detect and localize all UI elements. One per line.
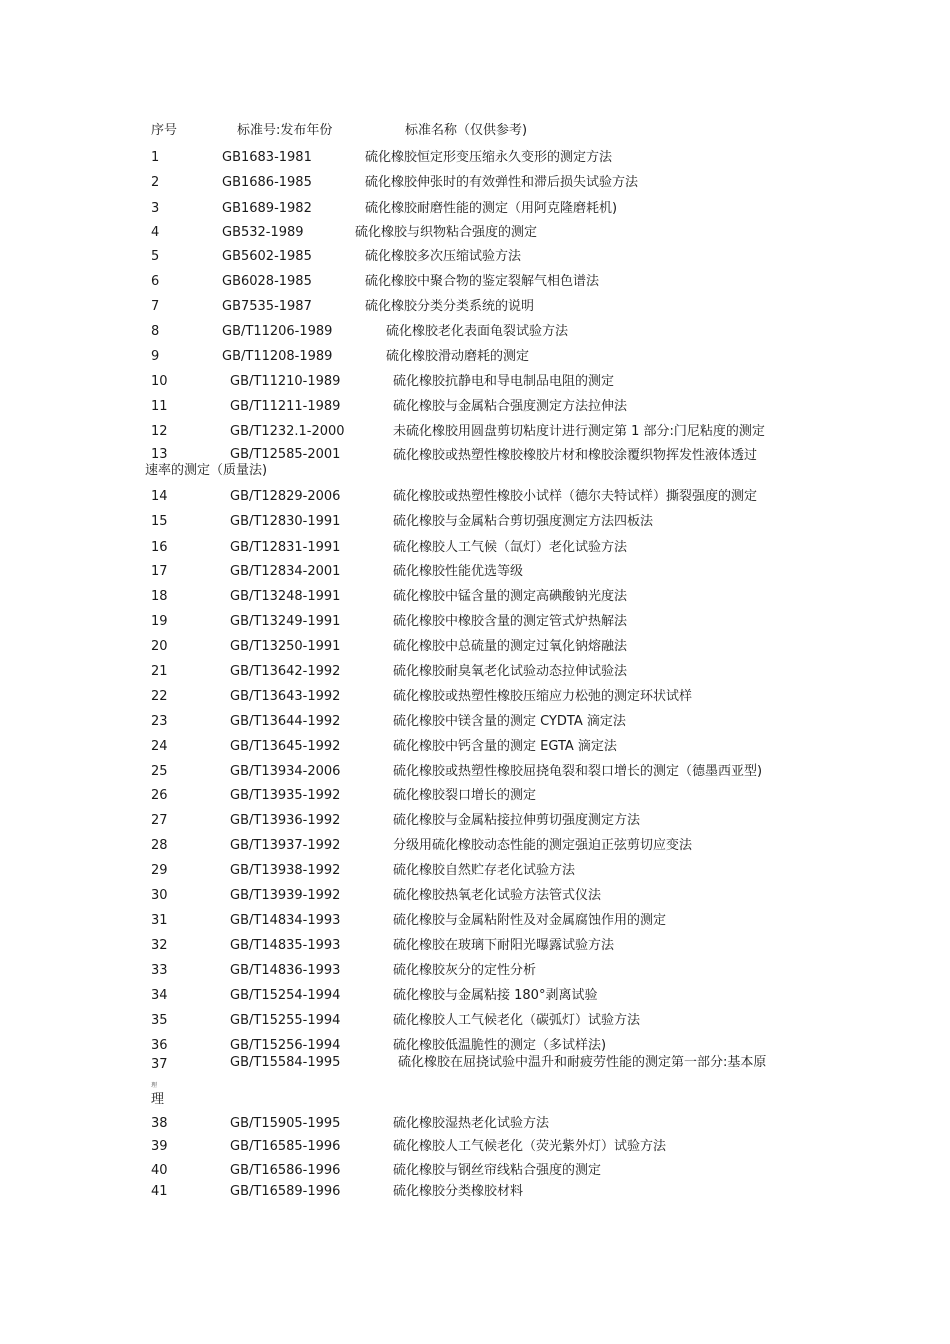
row-number: 25 <box>151 764 168 779</box>
table-row <box>0 837 950 855</box>
standard-name: 硫化橡胶中钙含量的测定 EGTA 滴定法 <box>393 739 617 754</box>
row-number: 35 <box>151 1013 168 1028</box>
header-name: 标准名称（仅供参考) <box>405 123 528 138</box>
table-row <box>0 563 950 581</box>
table-row <box>0 248 950 266</box>
row-number: 10 <box>151 374 168 389</box>
standard-code: GB532-1989 <box>222 225 304 240</box>
row-number: 11 <box>151 399 168 414</box>
table-row <box>0 638 950 656</box>
table-row <box>0 887 950 905</box>
table-row <box>0 1037 950 1055</box>
standard-code: GB/T11211-1989 <box>230 399 341 414</box>
row-number: 21 <box>151 664 168 679</box>
row-number: 19 <box>151 614 168 629</box>
table-row <box>0 298 950 316</box>
table-row <box>0 738 950 756</box>
row-number: 41 <box>151 1184 168 1199</box>
standard-name: 硫化橡胶湿热老化试验方法 <box>393 1116 550 1131</box>
row-number: 6 <box>151 274 160 289</box>
row-number: 14 <box>151 489 168 504</box>
row-number: 16 <box>151 540 168 555</box>
standard-name: 硫化橡胶在玻璃下耐阳光曝露试验方法 <box>393 938 615 953</box>
standard-code: GB/T12831-1991 <box>230 540 341 555</box>
table-row <box>0 513 950 531</box>
standard-code: GB/T12829-2006 <box>230 489 341 504</box>
row-number: 5 <box>151 249 160 264</box>
table-row <box>0 1012 950 1030</box>
table-row <box>0 763 950 781</box>
header-no: 序号 <box>151 123 178 138</box>
row-number: 29 <box>151 863 168 878</box>
standard-name: 硫化橡胶恒定形变压缩永久变形的测定方法 <box>365 150 613 165</box>
row-number: 18 <box>151 589 168 604</box>
table-row <box>0 1183 950 1201</box>
standard-name: 硫化橡胶与金属粘合强度测定方法拉伸法 <box>393 399 628 414</box>
standard-name: 硫化橡胶灰分的定性分析 <box>393 963 537 978</box>
standard-code: GB/T13938-1992 <box>230 863 341 878</box>
standard-name: 硫化橡胶分类橡胶材料 <box>393 1184 524 1199</box>
standard-code: GB7535-1987 <box>222 299 312 314</box>
table-row <box>0 539 950 557</box>
table-row <box>0 224 950 242</box>
standard-name: 硫化橡胶与金属粘附性及对金属腐蚀作用的测定 <box>393 913 667 928</box>
standard-name: 硫化橡胶与金属粘接拉伸剪切强度测定方法 <box>393 813 641 828</box>
standard-code: GB/T15256-1994 <box>230 1038 341 1053</box>
row-number: 12 <box>151 424 168 439</box>
row-number: 28 <box>151 838 168 853</box>
row-number: 27 <box>151 813 168 828</box>
standard-name: 硫化橡胶滑动磨耗的测定 <box>386 349 530 364</box>
standard-code: GB/T15255-1994 <box>230 1013 341 1028</box>
table-row <box>0 1056 950 1074</box>
row-number: 7 <box>151 299 160 314</box>
standard-code: GB/T12830-1991 <box>230 514 341 529</box>
standard-name: 分级用硫化橡胶动态性能的测定强迫正弦剪切应变法 <box>393 838 693 853</box>
standard-name: 硫化橡胶人工气候（氙灯）老化试验方法 <box>393 540 628 555</box>
standard-name: 硫化橡胶中镁含量的测定 CYDTA 滴定法 <box>393 714 626 729</box>
standard-code: GB/T15905-1995 <box>230 1116 341 1131</box>
row-number: 20 <box>151 639 168 654</box>
standard-name: 硫化橡胶伸张时的有效弹性和滞后损失试验方法 <box>365 175 639 190</box>
row-number: 37 <box>151 1057 168 1072</box>
row-number: 39 <box>151 1139 168 1154</box>
standard-code: GB/T13645-1992 <box>230 739 341 754</box>
row-number: 1 <box>151 150 160 165</box>
table-row <box>0 273 950 291</box>
row-number: 26 <box>151 788 168 803</box>
standard-code: GB/T16589-1996 <box>230 1184 341 1199</box>
table-row <box>0 174 950 192</box>
standard-name: 硫化橡胶或热塑性橡胶小试样（德尔夫特试样）撕裂强度的测定 <box>393 489 758 504</box>
standard-code: GB5602-1985 <box>222 249 312 264</box>
standard-code: GB/T13937-1992 <box>230 838 341 853</box>
standard-name: 硫化橡胶人工气候老化（荧光紫外灯）试验方法 <box>393 1139 667 1154</box>
standard-name-continuation: 速率的测定（质量法) <box>145 463 268 478</box>
table-row <box>0 398 950 416</box>
standard-name: 硫化橡胶性能优选等级 <box>393 564 524 579</box>
standard-code: GB/T13250-1991 <box>230 639 341 654</box>
standard-name: 硫化橡胶抗静电和导电制品电阻的测定 <box>393 374 615 389</box>
table-row <box>0 688 950 706</box>
standard-code: GB/T13248-1991 <box>230 589 341 604</box>
row-number: 38 <box>151 1116 168 1131</box>
row-number: 34 <box>151 988 168 1003</box>
standard-code: GB/T1232.1-2000 <box>230 424 345 439</box>
table-row <box>0 348 950 366</box>
table-row <box>0 937 950 955</box>
standard-code: GB/T13249-1991 <box>230 614 341 629</box>
table-row <box>0 1138 950 1156</box>
row-number: 24 <box>151 739 168 754</box>
table-row <box>0 446 950 464</box>
table-row <box>0 962 950 980</box>
table-row <box>0 588 950 606</box>
row-number: 33 <box>151 963 168 978</box>
standard-code: GB1686-1985 <box>222 175 312 190</box>
table-row <box>0 663 950 681</box>
standard-code: GB/T12834-2001 <box>230 564 341 579</box>
table-row <box>0 987 950 1005</box>
standard-code: GB/T11206-1989 <box>222 324 333 339</box>
standard-code: GB/T15254-1994 <box>230 988 341 1003</box>
standard-name: 硫化橡胶老化表面龟裂试验方法 <box>386 324 569 339</box>
standard-name: 硫化橡胶耐臭氧老化试验动态拉伸试验法 <box>393 664 628 679</box>
standard-name: 硫化橡胶热氧老化试验方法管式仪法 <box>393 888 602 903</box>
standard-code: GB/T16585-1996 <box>230 1139 341 1154</box>
standard-code: GB/T13642-1992 <box>230 664 341 679</box>
row-number: 15 <box>151 514 168 529</box>
standard-name: 硫化橡胶与金属粘接 180°剥离试验 <box>393 988 598 1003</box>
row-number: 23 <box>151 714 168 729</box>
standard-name-continuation: 理 <box>151 1092 165 1107</box>
standard-name: 硫化橡胶与金属粘合剪切强度测定方法四板法 <box>393 514 654 529</box>
standard-code: GB/T11210-1989 <box>230 374 341 389</box>
standard-name: 硫化橡胶或热塑性橡胶橡胶片材和橡胶涂覆织物挥发性液体透过 <box>393 448 758 463</box>
table-header <box>0 122 950 140</box>
table-row <box>0 713 950 731</box>
standard-name: 硫化橡胶与钢丝帘线粘合强度的测定 <box>393 1163 602 1178</box>
row-number: 8 <box>151 324 160 339</box>
standard-code: GB6028-1985 <box>222 274 312 289</box>
standard-name: 硫化橡胶裂口增长的测定 <box>393 788 537 803</box>
standard-name: 硫化橡胶或热塑性橡胶屈挠龟裂和裂口增长的测定（德墨西亚型) <box>393 764 763 779</box>
standard-name: 硫化橡胶分类分类系统的说明 <box>365 299 535 314</box>
standard-name: 硫化橡胶人工气候老化（碳弧灯）试验方法 <box>393 1013 641 1028</box>
standard-name: 硫化橡胶低温脆性的测定（多试样法) <box>393 1038 607 1053</box>
standard-name: 硫化橡胶或热塑性橡胶压缩应力松弛的测定环状试样 <box>393 689 693 704</box>
table-row <box>0 862 950 880</box>
standard-code: GB/T13644-1992 <box>230 714 341 729</box>
table-row <box>0 149 950 167</box>
standard-code: GB/T16586-1996 <box>230 1163 341 1178</box>
standard-name: 硫化橡胶耐磨性能的测定（用阿克隆磨耗机) <box>365 201 618 216</box>
row-number: 9 <box>151 349 160 364</box>
table-row <box>0 787 950 805</box>
row-number: 3 <box>151 201 160 216</box>
standard-code: GB1689-1982 <box>222 201 312 216</box>
row-number: 30 <box>151 888 168 903</box>
row-number: 17 <box>151 564 168 579</box>
table-row <box>0 1162 950 1180</box>
standard-name-fragment: 理 <box>151 1082 158 1089</box>
standard-code: GB/T15584-1995 <box>230 1055 341 1070</box>
standard-code: GB/T12585-2001 <box>230 447 341 462</box>
table-row <box>0 323 950 341</box>
standard-code: GB/T13939-1992 <box>230 888 341 903</box>
header-code: 标准号:发布年份 <box>237 123 333 138</box>
row-number: 40 <box>151 1163 168 1178</box>
standard-code: GB/T11208-1989 <box>222 349 333 364</box>
standard-code: GB/T14834-1993 <box>230 913 341 928</box>
standard-name: 硫化橡胶在屈挠试验中温升和耐疲劳性能的测定第一部分:基本原 <box>398 1055 767 1070</box>
standard-code: GB/T14835-1993 <box>230 938 341 953</box>
standard-name: 硫化橡胶多次压缩试验方法 <box>365 249 522 264</box>
standard-code: GB/T13936-1992 <box>230 813 341 828</box>
table-row <box>0 912 950 930</box>
table-row <box>0 200 950 218</box>
row-number: 36 <box>151 1038 168 1053</box>
table-row <box>0 373 950 391</box>
table-row <box>0 613 950 631</box>
standard-name: 硫化橡胶中总硫量的测定过氧化钠熔融法 <box>393 639 628 654</box>
standard-code: GB/T13935-1992 <box>230 788 341 803</box>
standard-code: GB1683-1981 <box>222 150 312 165</box>
row-number: 2 <box>151 175 160 190</box>
table-row <box>0 488 950 506</box>
table-row <box>0 423 950 441</box>
row-number: 4 <box>151 225 160 240</box>
standard-name: 硫化橡胶中橡胶含量的测定管式炉热解法 <box>393 614 628 629</box>
standard-code: GB/T13643-1992 <box>230 689 341 704</box>
table-row <box>0 1115 950 1133</box>
standard-code: GB/T14836-1993 <box>230 963 341 978</box>
standard-name: 硫化橡胶中锰含量的测定高碘酸钠光度法 <box>393 589 628 604</box>
row-number: 13 <box>151 447 168 462</box>
row-number: 32 <box>151 938 168 953</box>
standard-name: 未硫化橡胶用圆盘剪切粘度计进行测定第 1 部分:门尼粘度的测定 <box>393 424 765 439</box>
standard-name: 硫化橡胶中聚合物的鉴定裂解气相色谱法 <box>365 274 600 289</box>
row-number: 22 <box>151 689 168 704</box>
standard-name: 硫化橡胶与织物粘合强度的测定 <box>355 225 538 240</box>
standard-code: GB/T13934-2006 <box>230 764 341 779</box>
standard-name: 硫化橡胶自然贮存老化试验方法 <box>393 863 576 878</box>
table-row <box>0 812 950 830</box>
row-number: 31 <box>151 913 168 928</box>
